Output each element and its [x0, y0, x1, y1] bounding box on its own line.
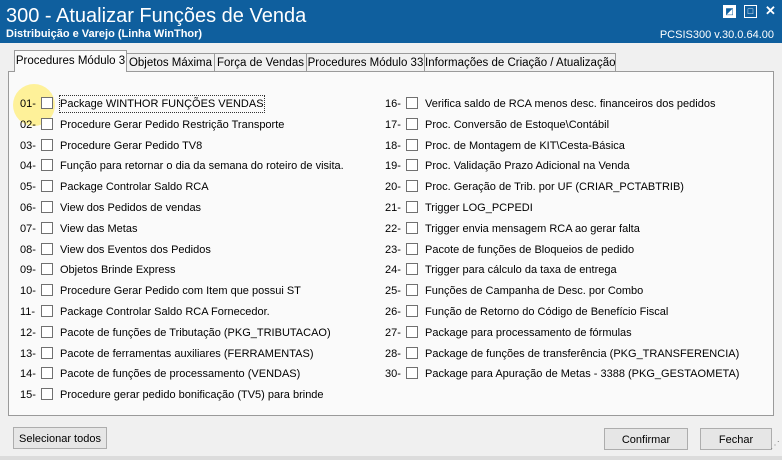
item-checkbox[interactable] [406, 201, 418, 213]
item-number: 17- [385, 118, 401, 131]
tab-forca-de-vendas[interactable]: Força de Vendas [214, 53, 307, 72]
tab-informacoes-criacao[interactable]: Informações de Criação / Atualização [424, 53, 616, 72]
maximize-icon[interactable]: □ [744, 5, 757, 18]
item-checkbox[interactable] [406, 367, 418, 379]
item-checkbox[interactable] [41, 347, 53, 359]
checkbox-item[interactable] [385, 304, 668, 320]
item-checkbox[interactable] [406, 284, 418, 296]
item-number: 14- [20, 368, 36, 381]
checkbox-item[interactable] [20, 325, 331, 341]
checkbox-item[interactable] [385, 366, 739, 382]
item-label: Trigger LOG_PCPEDI [425, 202, 533, 214]
close-icon[interactable]: ✕ [765, 3, 776, 18]
item-label: Procedure Gerar Pedido Restrição Transporte [60, 118, 285, 131]
title-bar [0, 0, 782, 43]
item-checkbox[interactable] [406, 97, 418, 109]
item-label: Pacote de funções de Bloqueios de pedido [425, 243, 635, 256]
item-label: Proc. Validação Prazo Adicional na Venda [425, 160, 630, 173]
select-all-button[interactable]: Selecionar todos [13, 427, 107, 449]
item-checkbox[interactable] [406, 326, 418, 338]
item-label: Package para processamento de fórmulas [425, 326, 632, 339]
item-checkbox[interactable] [406, 118, 418, 130]
checkbox-item[interactable] [385, 96, 715, 112]
item-label: Proc. Geração de Trib. por UF (CRIAR_PCTABTRIB) [425, 181, 684, 194]
item-label: View dos Eventos dos Pedidos [60, 243, 211, 256]
checkbox-item[interactable] [20, 262, 176, 278]
item-label: Package de funções de transferência (PKG_TRANSFERENCIA) [425, 347, 740, 360]
checkbox-item[interactable] [385, 179, 684, 195]
item-checkbox[interactable] [41, 159, 53, 171]
item-checkbox[interactable] [406, 180, 418, 192]
checkbox-item[interactable] [20, 304, 270, 320]
item-checkbox[interactable] [41, 118, 53, 130]
item-number: 06- [20, 202, 36, 214]
item-checkbox[interactable] [406, 139, 418, 151]
item-label: Função de Retorno do Código de Benefício Fiscal [425, 306, 669, 318]
item-number: 26- [385, 306, 401, 318]
item-number: 05- [20, 181, 36, 194]
item-checkbox[interactable] [41, 222, 53, 234]
window-controls [723, 5, 776, 18]
status-bar [0, 456, 782, 460]
item-number: 28- [385, 347, 401, 360]
checkbox-item[interactable] [385, 346, 739, 362]
item-number: 09- [20, 264, 36, 277]
checkbox-item[interactable] [20, 200, 201, 216]
tab-procedures-modulo-3[interactable]: Procedures Módulo 3 [14, 50, 127, 72]
item-label: View dos Pedidos de vendas [60, 202, 202, 214]
item-checkbox[interactable] [41, 367, 53, 379]
item-label: Package Controlar Saldo RCA Fornecedor. [60, 306, 270, 318]
item-checkbox[interactable] [41, 243, 53, 255]
item-checkbox[interactable] [41, 388, 53, 400]
item-number: 10- [20, 285, 36, 298]
item-number: 03- [20, 139, 36, 152]
item-number: 12- [20, 326, 36, 339]
checkbox-item[interactable] [385, 221, 640, 237]
checkbox-item[interactable] [385, 325, 632, 341]
item-number: 11- [20, 306, 36, 318]
item-checkbox[interactable] [406, 243, 418, 255]
checkbox-item[interactable] [20, 242, 211, 258]
item-label: Procedure Gerar Pedido TV8 [60, 139, 203, 152]
item-checkbox[interactable] [41, 139, 53, 151]
item-number: 25- [385, 285, 401, 298]
item-label: Procedure gerar pedido bonificação (TV5) para brinde [60, 389, 324, 402]
window-title: 300 - Atualizar Funções de Venda [6, 5, 307, 27]
item-checkbox[interactable] [41, 180, 53, 192]
checkbox-item[interactable] [385, 158, 630, 174]
checkbox-item[interactable] [385, 262, 617, 278]
item-number: 22- [385, 222, 401, 235]
item-label: Trigger para cálculo da taxa de entrega [425, 264, 617, 277]
item-number: 23- [385, 243, 401, 256]
item-label: Funções de Campanha de Desc. por Combo [425, 285, 644, 298]
checkbox-item[interactable] [385, 200, 533, 216]
item-label: Pacote de funções de processamento (VENDAS) [60, 368, 301, 381]
item-number: 18- [385, 139, 401, 152]
item-label: Trigger envia mensagem RCA ao gerar falta [425, 222, 640, 235]
item-checkbox[interactable] [41, 284, 53, 296]
item-checkbox[interactable] [406, 347, 418, 359]
item-checkbox[interactable] [41, 97, 53, 109]
item-label: Objetos Brinde Express [60, 264, 176, 277]
item-label: View das Metas [60, 222, 138, 235]
item-number: 07- [20, 222, 36, 235]
item-number: 20- [385, 181, 401, 194]
checkbox-item[interactable] [20, 138, 202, 154]
item-number: 08- [20, 243, 36, 256]
item-number: 15- [20, 389, 36, 402]
item-number: 27- [385, 326, 401, 339]
item-checkbox[interactable] [406, 263, 418, 275]
checkbox-item[interactable] [20, 283, 301, 299]
item-number: 02- [20, 118, 36, 131]
checkbox-item[interactable] [20, 96, 264, 112]
checkbox-item[interactable] [20, 117, 284, 133]
checkbox-item[interactable] [20, 346, 314, 362]
item-checkbox[interactable] [41, 201, 53, 213]
confirm-button[interactable]: Confirmar [604, 428, 688, 450]
item-number: 13- [20, 347, 36, 360]
checkbox-item[interactable] [20, 221, 137, 237]
checkbox-item[interactable] [385, 138, 625, 154]
item-checkbox[interactable] [406, 305, 418, 317]
checkbox-item[interactable] [385, 117, 609, 133]
checkbox-item[interactable] [20, 179, 209, 195]
item-number: 30- [385, 368, 401, 381]
item-label: Package para Apuração de Metas - 3388 (PKG_GESTAOMETA) [425, 368, 740, 381]
item-label: Package WINTHOR FUNÇÕES VENDAS [60, 98, 264, 110]
item-number: 01- [20, 98, 36, 110]
resize-grip-icon[interactable]: ⋰ [770, 440, 780, 451]
item-number: 21- [385, 202, 401, 214]
tab-procedures-modulo-33[interactable]: Procedures Módulo 33 [306, 53, 425, 72]
item-checkbox[interactable] [41, 326, 53, 338]
version-label: PCSIS300 v.30.0.64.00 [659, 29, 774, 41]
checkbox-item[interactable] [385, 242, 634, 258]
item-label: Package Controlar Saldo RCA [60, 181, 209, 194]
checkbox-item[interactable] [385, 283, 643, 299]
checkbox-item[interactable] [20, 158, 344, 174]
item-label: Proc. Conversão de Estoque\Contábil [425, 118, 610, 131]
checkbox-item[interactable] [20, 366, 300, 382]
close-button[interactable]: Fechar [700, 428, 772, 450]
item-label: Proc. de Montagem de KIT\Cesta-Básica [425, 139, 625, 152]
item-checkbox[interactable] [406, 222, 418, 234]
restore-icon[interactable]: ◩ [723, 5, 736, 18]
tab-objetos-maxima[interactable]: Objetos Máxima [126, 53, 215, 72]
item-label: Pacote de ferramentas auxiliares (FERRAMENTAS) [60, 347, 314, 360]
item-label: Função para retornar o dia da semana do roteiro de visita. [60, 160, 344, 173]
item-number: 04- [20, 160, 36, 173]
item-checkbox[interactable] [41, 263, 53, 275]
item-label: Pacote de funções de Tributação (PKG_TRIBUTACAO) [60, 326, 331, 339]
item-checkbox[interactable] [41, 305, 53, 317]
item-label: Verifica saldo de RCA menos desc. financeiros dos pedidos [425, 98, 716, 110]
item-label: Procedure Gerar Pedido com Item que possui ST [60, 285, 301, 298]
item-number: 16- [385, 98, 401, 110]
checkbox-item[interactable] [20, 387, 324, 403]
item-number: 19- [385, 160, 401, 173]
window-subtitle: Distribuição e Varejo (Linha WinThor) [6, 28, 203, 40]
item-checkbox[interactable] [406, 159, 418, 171]
item-number: 24- [385, 264, 401, 277]
